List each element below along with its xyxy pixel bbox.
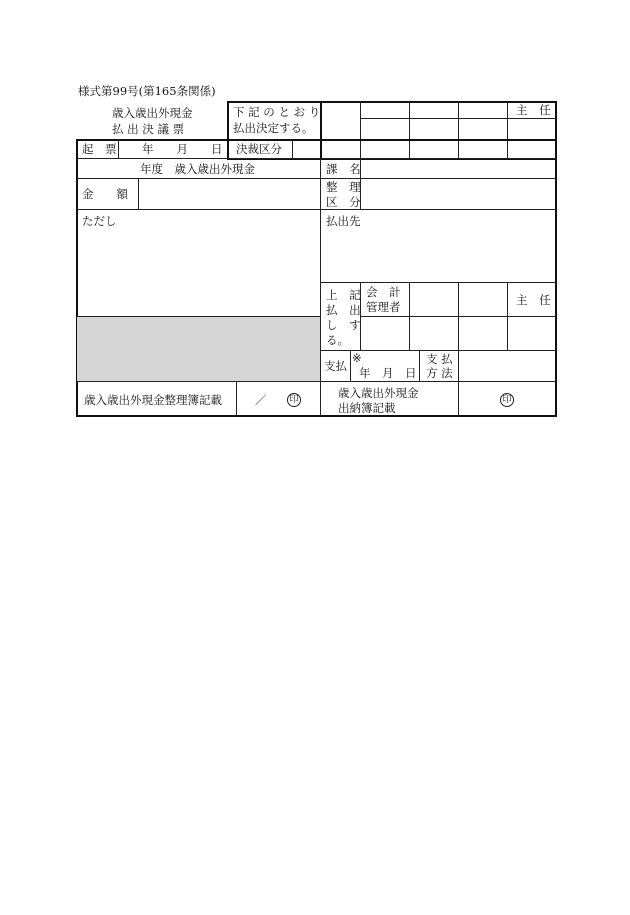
kamei-label: 課 名 bbox=[326, 162, 365, 176]
kingaku-label: 金 額 bbox=[82, 187, 128, 201]
nendo-label: 年度 歳入歳出外現金 bbox=[140, 162, 255, 176]
joki-line2: 払 出 bbox=[326, 303, 365, 317]
kihyo-date: 年 月 日 bbox=[142, 142, 223, 156]
kaikei-line2: 管理者 bbox=[366, 300, 401, 314]
seal-icon: 印 bbox=[287, 393, 301, 407]
suitoubo-line1: 歳入歳出外現金 bbox=[338, 386, 419, 400]
chief-label: 主 任 bbox=[516, 103, 555, 117]
seiri-label-line1: 整 理 bbox=[326, 180, 365, 194]
kaikei-line1: 会 計 bbox=[366, 285, 401, 299]
decision-line2: 払出決定する。 bbox=[233, 121, 314, 135]
decision-line1: 下 記 の と お り bbox=[233, 105, 321, 119]
joki-line1: 上 記 bbox=[326, 288, 365, 302]
joki-line4: る。 bbox=[326, 333, 349, 347]
hoho-line2: 方 法 bbox=[426, 366, 453, 380]
suitoubo-line2: 出納簿記載 bbox=[338, 401, 396, 415]
haraidashisaki-label: 払出先 bbox=[326, 214, 361, 228]
shiharai-label: 支払 bbox=[324, 359, 347, 373]
kome-mark: ※ bbox=[352, 351, 362, 365]
slash-mark: ／ bbox=[255, 393, 267, 407]
seal-icon-2: 印 bbox=[500, 393, 514, 407]
form-name-line1: 歳入歳出外現金 bbox=[112, 106, 193, 120]
joki-line3: し す bbox=[326, 318, 365, 332]
form-title: 様式第99号(第165条関係) bbox=[78, 84, 216, 98]
tadashi-label: ただし bbox=[82, 214, 117, 228]
kihyo-label: 起 票 bbox=[82, 142, 121, 156]
shaded-area bbox=[77, 317, 320, 381]
chief-label-2: 主 任 bbox=[516, 293, 555, 307]
kessai-label: 決裁区分 bbox=[236, 142, 282, 156]
seiri-label-line2: 区 分 bbox=[326, 195, 365, 209]
shiharai-date: 年 月 日 bbox=[359, 366, 417, 380]
seiribo-label: 歳入歳出外現金整理簿記載 bbox=[84, 393, 222, 407]
hoho-line1: 支 払 bbox=[426, 352, 453, 366]
form-name-line2: 払 出 決 議 票 bbox=[112, 122, 185, 136]
